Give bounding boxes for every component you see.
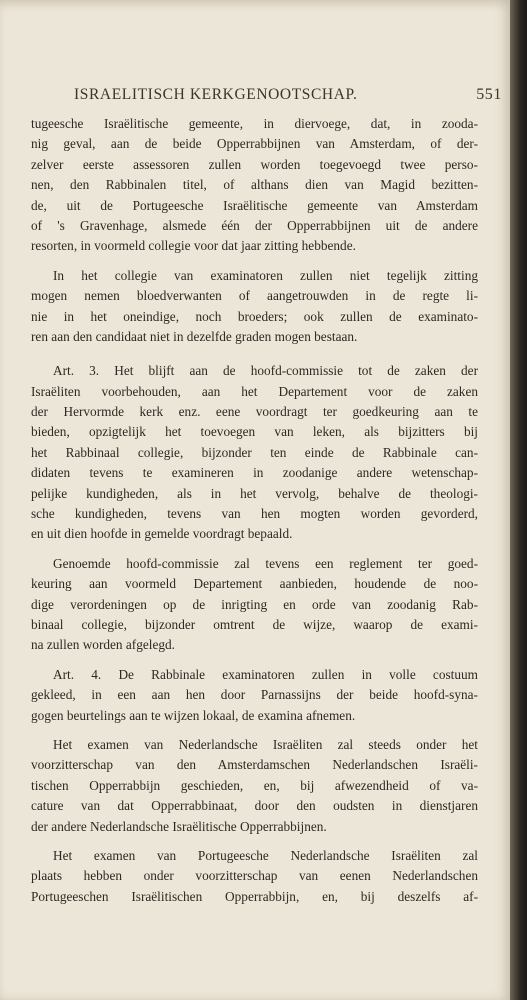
text-line: resorten, in voormeld collegie voor dat jaar zitting hebbende. — [31, 238, 356, 254]
text-line: en uit dien hoofde in gemelde voordragt bepaald. — [31, 526, 293, 542]
running-head — [74, 86, 502, 106]
text-line: keuring aan voormeld Departement aanbieden, houdende de noo- — [31, 576, 478, 592]
text-line: sche kundigheden, tevens van hen mogten worden gevorderd, — [31, 506, 478, 522]
text-line: der Hervormde kerk enz. eene voordragt ter goedkeuring aan te — [31, 404, 478, 420]
text-line: Portugeeschen Israëlitischen Opperrabbijn, en, bij deszelfs af- — [31, 888, 478, 904]
text-line: bieden, opzigtelijk het toevoegen van leken, als bijzitters bij — [31, 424, 478, 440]
text-line: Art. 3. Het blijft aan de hoofd-commissie tot de zaken der — [53, 363, 478, 379]
text-line: Het examen van Nederlandsche Israëliten zal steeds onder het — [53, 736, 478, 752]
page-number: 551 — [476, 86, 502, 103]
text-line: ren aan den candidaat niet in dezelfde graden mogen bestaan. — [31, 328, 358, 344]
text-line: nie in het oneindige, noch broeders; ook zullen de examinato- — [31, 308, 478, 324]
text-line: gekleed, in een aan hen door Parnassijns der beide hoofd-syna- — [31, 687, 478, 703]
paragraph-2 — [31, 266, 478, 348]
paragraph-4 — [31, 554, 478, 656]
text-line: Art. 4. De Rabbinale examinatoren zullen in volle costuum — [53, 666, 478, 682]
text-line: zelver eerste assessoren zullen worden toegevoegd twee perso- — [31, 156, 478, 172]
text-line: gogen beurtelings aan te wijzen lokaal, de examina afnemen. — [31, 707, 356, 723]
text-line: Israëliten voorbehouden, aan het Departement voor de zaken — [31, 383, 478, 399]
text-line: Het examen van Portugeesche Nederlandsche Israëliten zal — [53, 847, 478, 863]
text-line: de, uit de Portugeesche Israëlitische gemeente van Amsterdam — [31, 197, 478, 213]
text-line: nen, den Rabbinalen titel, of althans dien van Magid bezitten- — [31, 177, 478, 193]
page-edge-shadow — [510, 0, 527, 1000]
text-line: Genoemde hoofd-commissie zal tevens een reglement ter goed- — [53, 555, 478, 571]
text-line: der andere Nederlandsche Israëlitische Opperrabbijnen. — [31, 818, 327, 834]
text-line: tugeesche Israëlitische gemeente, in diervoege, dat, in zooda- — [31, 116, 478, 131]
paragraph-1 — [31, 114, 478, 257]
text-line: binaal collegie, bijzonder omtrent de wijze, waarop de exami- — [31, 616, 478, 632]
text-line: plaats hebben onder voorzitterschap van eenen Nederlandschen — [31, 868, 478, 884]
body-text — [31, 114, 478, 921]
text-line: dige verordeningen op de inrigting en orde van zoodanig Rab- — [31, 596, 478, 612]
paragraph-art-4 — [31, 665, 478, 726]
running-head-title: ISRAELITISCH KERKGENOOTSCHAP. — [74, 86, 358, 103]
text-line: of 's Gravenhage, alsmede één der Opperrabbijnen uit de andere — [31, 217, 478, 233]
text-line: het Rabbinaal collegie, bijzonder ten einde de Rabbinale can- — [31, 444, 478, 460]
paragraph-7 — [31, 846, 478, 907]
text-line: pelijke kundigheden, als in het vervolg, behalve de theologi- — [31, 485, 478, 501]
text-line: In het collegie van examinatoren zullen niet tegelijk zitting — [53, 267, 478, 283]
paragraph-6 — [31, 735, 478, 837]
text-line: cature van dat Opperrabbinaat, door den oudsten in dienstjaren — [31, 798, 478, 814]
text-line: nig geval, aan de beide Opperrabbijnen van Amsterdam, of der- — [31, 136, 478, 152]
text-line: voorzitterschap van den Amsterdamschen Nederlandschen Israëli- — [31, 757, 478, 773]
text-line: mogen nemen bloedverwanten of aangetrouwden in de regte li- — [31, 288, 478, 304]
text-line: tischen Opperrabbijn geschieden, en, bij afwezendheid of va- — [31, 777, 478, 793]
paragraph-art-3 — [31, 361, 478, 545]
text-line: na zullen worden afgelegd. — [31, 637, 175, 653]
text-line: didaten tevens te examineren in zoodanige andere wetenschap- — [31, 465, 478, 481]
